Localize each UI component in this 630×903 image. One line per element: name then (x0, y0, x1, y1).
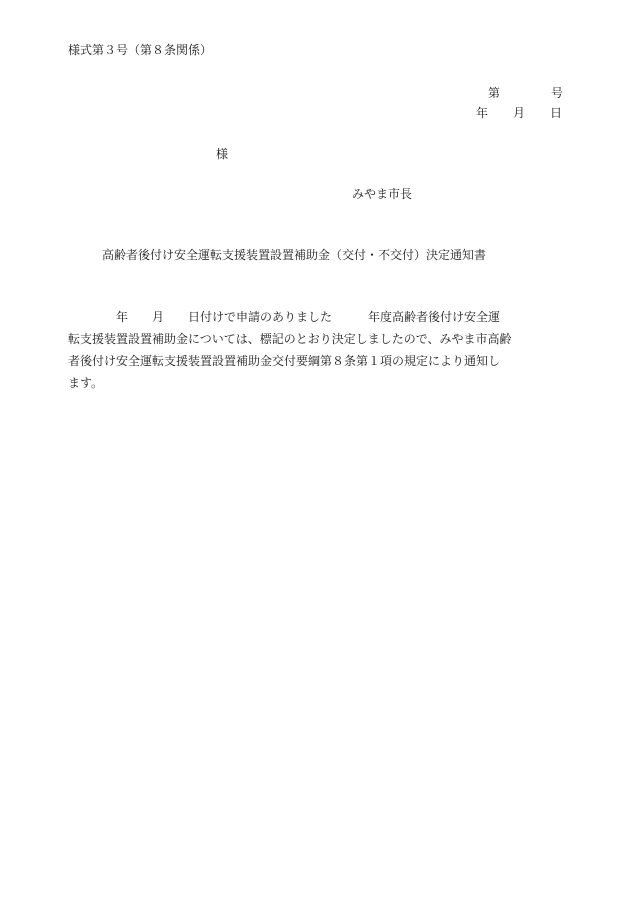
body-line: 者後付け安全運転支援装置設置補助金交付要綱第８条第１項の規定により通知し (68, 354, 501, 368)
addressee-honorific: 様 (216, 147, 229, 161)
document-title: 高齢者後付け安全運転支援装置設置補助金（交付・不交付）決定通知書 (102, 248, 487, 262)
body-paragraph (68, 306, 562, 394)
body-line: 転支援装置設置補助金については、標記のとおり決定しましたので、みやま市高齢 (68, 332, 512, 346)
form-number-label: 様式第３号（第８条関係） (68, 43, 213, 57)
date-day-label: 日 (550, 106, 563, 120)
date-month-label: 月 (513, 106, 526, 120)
date-year-label: 年 (476, 106, 489, 120)
body-line: 年 月 日付けで申請のありました 年度高齢者後付け安全運 (68, 310, 501, 324)
document-number-suffix: 号 (551, 86, 564, 100)
issuer-name: みやま市長 (352, 187, 413, 201)
body-line: ます。 (68, 376, 104, 390)
document-number-prefix: 第 (488, 86, 501, 100)
